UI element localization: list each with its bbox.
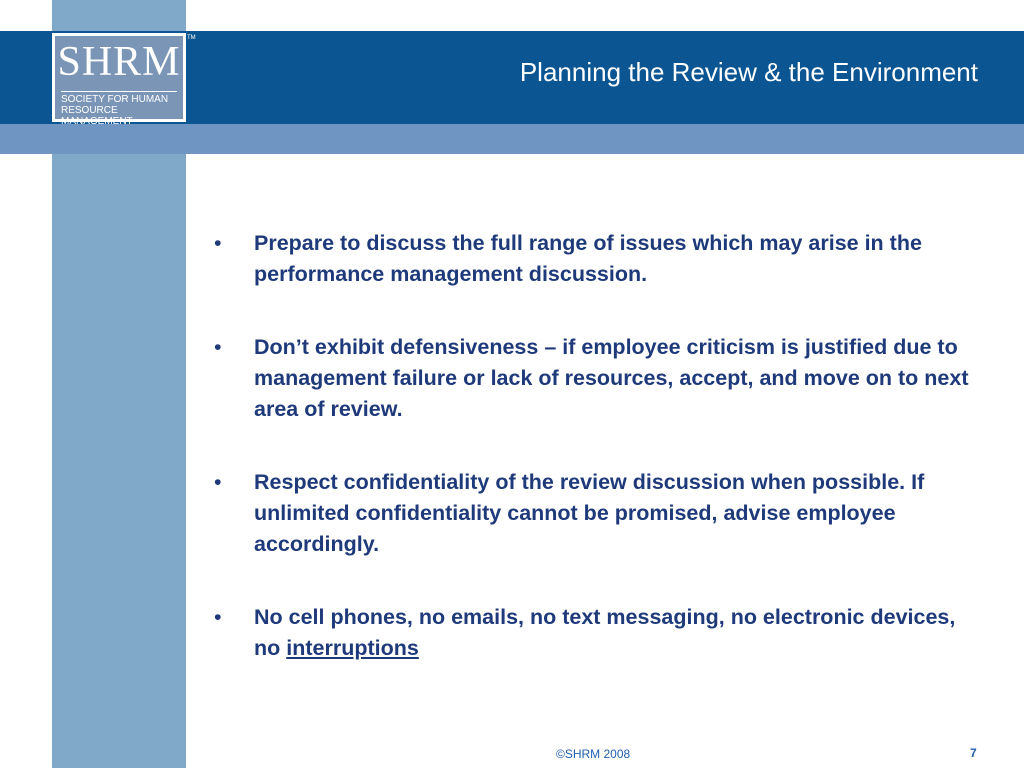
title-sub-bar (0, 124, 1024, 154)
logo-frame (52, 33, 186, 127)
bullet-marker: • (214, 470, 222, 494)
bullet-item (214, 602, 984, 664)
footer-copyright: ©SHRM 2008 (556, 747, 631, 761)
slide-page-number: 7 (970, 746, 977, 760)
logo-tagline-line1: SOCIETY FOR HUMAN (61, 94, 169, 105)
underlined-emphasis: interruptions (286, 636, 419, 660)
trademark-mark: TM (187, 35, 196, 41)
bullet-text: Respect confidentiality of the review discussion when possible. If unlimited confidentiality cannot be promised, advise employee accordingly. (254, 470, 925, 556)
bullet-item (214, 467, 984, 560)
logo-tagline (61, 94, 183, 127)
bullet-text: Prepare to discuss the full range of issues which may arise in the performance management discussion. (254, 231, 922, 286)
logo-divider (61, 91, 177, 92)
bullet-item (214, 332, 984, 425)
bullet-marker: • (214, 335, 222, 359)
logo-wordmark: SHRM (57, 39, 181, 85)
bullet-marker: • (214, 231, 222, 255)
bullet-item (214, 228, 984, 290)
shrm-logo (52, 31, 196, 127)
bullet-list (214, 228, 984, 706)
bullet-marker: • (214, 605, 222, 629)
slide-title: Planning the Review & the Environment (519, 57, 978, 87)
bullet-text: No cell phones, no emails, no text messaging, no electronic devices, no (254, 605, 956, 660)
bullet-text: Don’t exhibit defensiveness – if employee criticism is justified due to management failure or lack of resources, accept, and move on to next area of review. (254, 335, 969, 421)
logo-tagline-line2: RESOURCE MANAGEMENT (61, 105, 133, 127)
logo-panel (55, 36, 183, 127)
